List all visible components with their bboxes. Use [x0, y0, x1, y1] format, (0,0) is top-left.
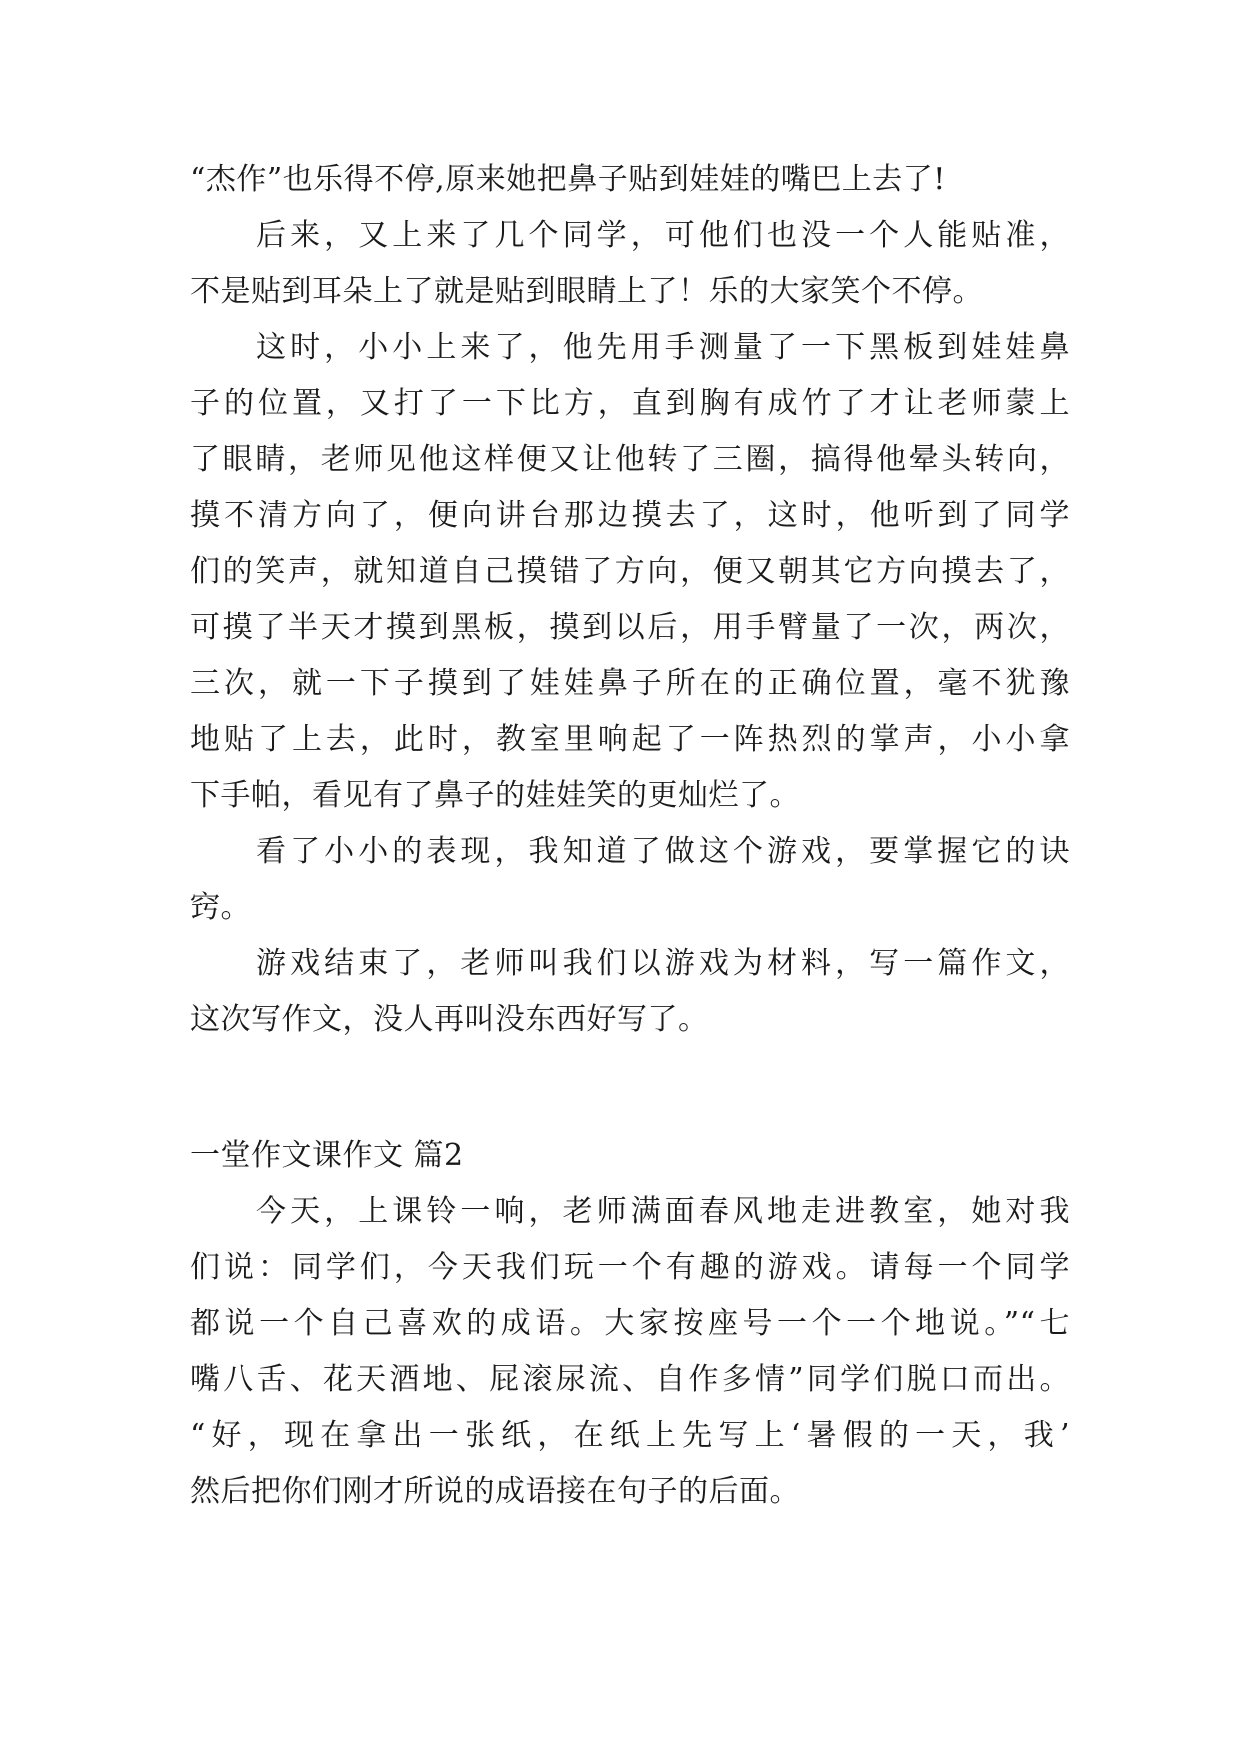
text-line: 可摸了半天才摸到黑板，摸到以后，用手臂量了一次，两次， [190, 610, 1070, 645]
paragraph [190, 824, 1070, 936]
text-line: 不是贴到耳朵上了就是贴到眼睛上了！乐的大家笑个不停。 [190, 274, 983, 309]
text-line: 嘴八舌、花天酒地、屁滚尿流、自作多情”同学们脱口而出。 [190, 1362, 1070, 1397]
text-line: 今天，上课铃一响，老师满面春风地走进教室，她对我 [256, 1194, 1070, 1229]
paragraph [190, 1184, 1070, 1520]
paragraph [190, 936, 1070, 1048]
text-line: 们说：同学们，今天我们玩一个有趣的游戏。请每一个同学 [190, 1250, 1070, 1285]
text-line: 三次，就一下子摸到了娃娃鼻子所在的正确位置，毫不犹豫 [190, 666, 1070, 701]
text-line: 后来，又上来了几个同学，可他们也没一个人能贴准， [256, 218, 1070, 253]
document-page [190, 152, 1070, 1520]
paragraph [190, 320, 1070, 824]
text-line: 看了小小的表现，我知道了做这个游戏，要掌握它的诀 [256, 834, 1070, 869]
text-line: 这次写作文，没人再叫没东西好写了。 [190, 1002, 709, 1037]
text-line: “好，现在拿出一张纸，在纸上先写上‘暑假的一天，我’ [190, 1418, 1070, 1453]
paragraph [190, 152, 1070, 208]
text-line: “杰作”也乐得不停,原来她把鼻子贴到娃娃的嘴巴上去了! [190, 162, 946, 197]
text-line: 地贴了上去，此时，教室里响起了一阵热烈的掌声，小小拿 [190, 722, 1070, 757]
text-line: 游戏结束了，老师叫我们以游戏为材料，写一篇作文， [256, 946, 1070, 981]
text-line: 然后把你们刚才所说的成语接在句子的后面。 [190, 1474, 800, 1509]
paragraph [190, 208, 1070, 320]
section-gap [190, 1048, 1070, 1128]
text-line: 子的位置，又打了一下比方，直到胸有成竹了才让老师蒙上 [190, 386, 1070, 421]
section-heading: 一堂作文课作文 篇2 [190, 1138, 464, 1173]
text-line: 窍。 [190, 890, 251, 925]
text-line: 这时，小小上来了，他先用手测量了一下黑板到娃娃鼻 [256, 330, 1070, 365]
text-line: 都说一个自己喜欢的成语。大家按座号一个一个地说。”“七 [190, 1306, 1070, 1341]
text-line: 们的笑声，就知道自己摸错了方向，便又朝其它方向摸去了， [190, 554, 1070, 589]
text-line: 摸不清方向了，便向讲台那边摸去了，这时，他听到了同学 [190, 498, 1070, 533]
text-line: 下手帕，看见有了鼻子的娃娃笑的更灿烂了。 [190, 778, 800, 813]
text-line: 了眼睛，老师见他这样便又让他转了三圈，搞得他晕头转向， [190, 442, 1070, 477]
